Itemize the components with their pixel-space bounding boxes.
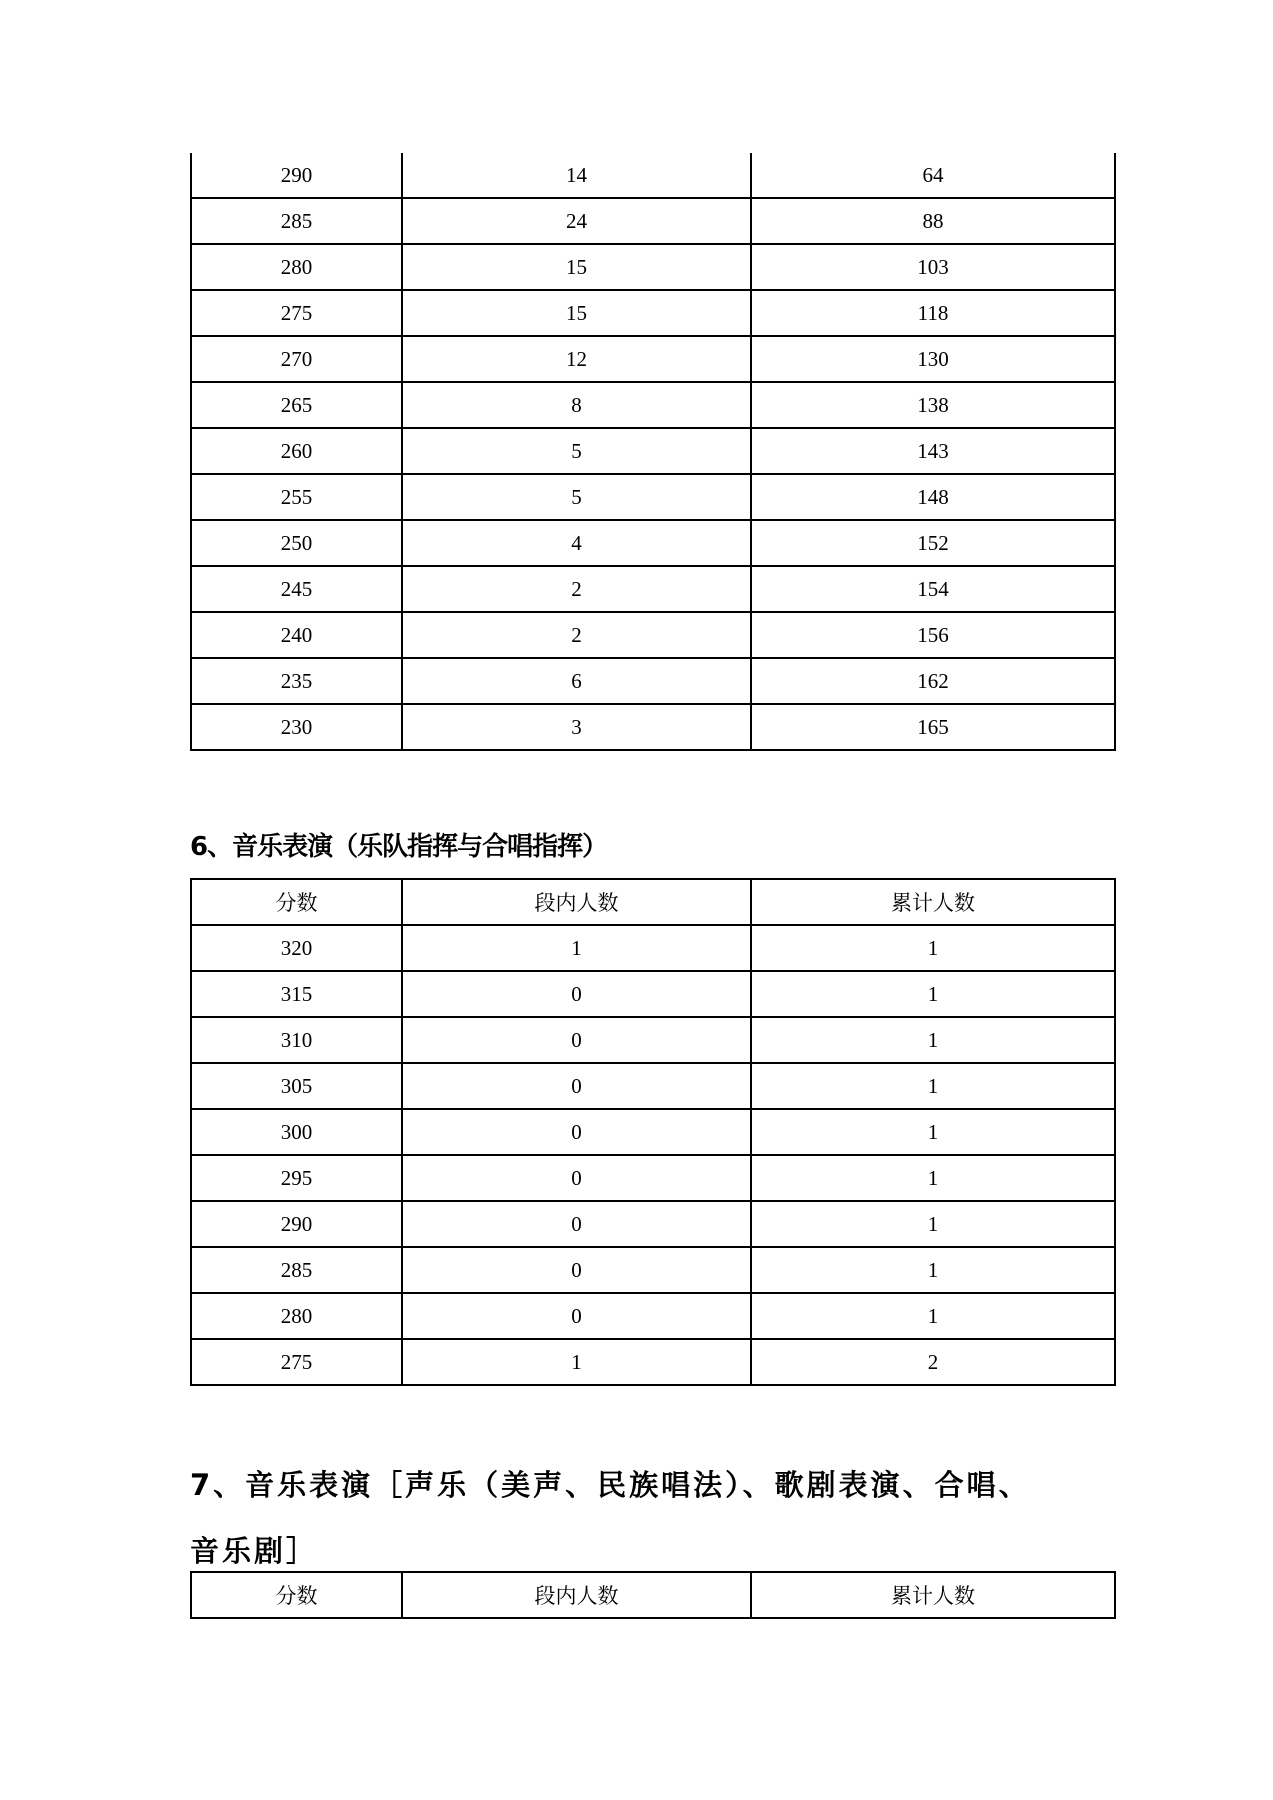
cell-score: 230	[191, 704, 402, 750]
cell-score: 240	[191, 612, 402, 658]
table-row	[191, 971, 1115, 1017]
cell-cumulative-count: 1	[751, 1017, 1115, 1063]
cell-segment-count: 12	[402, 336, 751, 382]
header-cumulative-count: 累计人数	[751, 879, 1115, 925]
cell-segment-count: 15	[402, 244, 751, 290]
cell-segment-count: 0	[402, 1017, 751, 1063]
cell-cumulative-count: 138	[751, 382, 1115, 428]
cell-segment-count: 6	[402, 658, 751, 704]
cell-score: 285	[191, 198, 402, 244]
cell-segment-count: 1	[402, 925, 751, 971]
header-score: 分数	[191, 1572, 402, 1618]
cell-score: 235	[191, 658, 402, 704]
cell-score: 290	[191, 153, 402, 198]
cell-cumulative-count: 162	[751, 658, 1115, 704]
table-row	[191, 336, 1115, 382]
cell-score: 305	[191, 1063, 402, 1109]
section-7-heading-line1: 7、音乐表演［声乐（美声、民族唱法）、歌剧表演、合唱、	[190, 1468, 1031, 1502]
table-header-row	[191, 879, 1115, 925]
cell-segment-count: 0	[402, 1155, 751, 1201]
table-row	[191, 1063, 1115, 1109]
cell-cumulative-count: 1	[751, 925, 1115, 971]
cell-cumulative-count: 156	[751, 612, 1115, 658]
cell-score: 285	[191, 1247, 402, 1293]
table-header-row	[191, 1572, 1115, 1618]
table-row	[191, 925, 1115, 971]
header-segment-count: 段内人数	[402, 879, 751, 925]
cell-cumulative-count: 165	[751, 704, 1115, 750]
cell-cumulative-count: 103	[751, 244, 1115, 290]
section-6-score-table	[190, 878, 1116, 1386]
table-row	[191, 1339, 1115, 1385]
table-row	[191, 566, 1115, 612]
cell-segment-count: 8	[402, 382, 751, 428]
cell-segment-count: 1	[402, 1339, 751, 1385]
table-row	[191, 428, 1115, 474]
cell-segment-count: 2	[402, 612, 751, 658]
cell-score: 260	[191, 428, 402, 474]
cell-cumulative-count: 1	[751, 1247, 1115, 1293]
cell-score: 255	[191, 474, 402, 520]
table-row	[191, 153, 1115, 198]
table-row	[191, 612, 1115, 658]
header-score: 分数	[191, 879, 402, 925]
section-7-heading	[190, 1452, 1130, 1584]
cell-score: 245	[191, 566, 402, 612]
table-row	[191, 704, 1115, 750]
cell-segment-count: 24	[402, 198, 751, 244]
cell-cumulative-count: 130	[751, 336, 1115, 382]
section-6-table-body	[191, 925, 1115, 1385]
table-row	[191, 520, 1115, 566]
table-row	[191, 1201, 1115, 1247]
cell-score: 320	[191, 925, 402, 971]
table-row	[191, 1293, 1115, 1339]
score-table-continued-body	[191, 153, 1115, 750]
cell-cumulative-count: 1	[751, 971, 1115, 1017]
cell-segment-count: 0	[402, 1109, 751, 1155]
cell-segment-count: 14	[402, 153, 751, 198]
cell-score: 270	[191, 336, 402, 382]
cell-cumulative-count: 88	[751, 198, 1115, 244]
cell-segment-count: 5	[402, 474, 751, 520]
table-row	[191, 1155, 1115, 1201]
table-row	[191, 1017, 1115, 1063]
score-table-continued	[190, 153, 1116, 751]
cell-score: 300	[191, 1109, 402, 1155]
cell-segment-count: 0	[402, 1201, 751, 1247]
header-cumulative-count: 累计人数	[751, 1572, 1115, 1618]
cell-segment-count: 4	[402, 520, 751, 566]
cell-score: 250	[191, 520, 402, 566]
table-row	[191, 1247, 1115, 1293]
cell-score: 315	[191, 971, 402, 1017]
cell-score: 275	[191, 290, 402, 336]
cell-cumulative-count: 64	[751, 153, 1115, 198]
cell-cumulative-count: 143	[751, 428, 1115, 474]
cell-segment-count: 0	[402, 971, 751, 1017]
table-row	[191, 244, 1115, 290]
table-row	[191, 198, 1115, 244]
cell-cumulative-count: 152	[751, 520, 1115, 566]
cell-score: 310	[191, 1017, 402, 1063]
cell-segment-count: 3	[402, 704, 751, 750]
cell-score: 275	[191, 1339, 402, 1385]
cell-cumulative-count: 2	[751, 1339, 1115, 1385]
cell-cumulative-count: 154	[751, 566, 1115, 612]
cell-segment-count: 0	[402, 1063, 751, 1109]
table-row	[191, 474, 1115, 520]
cell-cumulative-count: 118	[751, 290, 1115, 336]
cell-cumulative-count: 1	[751, 1063, 1115, 1109]
header-segment-count: 段内人数	[402, 1572, 751, 1618]
table-row	[191, 1109, 1115, 1155]
cell-score: 280	[191, 244, 402, 290]
table-row	[191, 658, 1115, 704]
cell-cumulative-count: 1	[751, 1109, 1115, 1155]
cell-segment-count: 5	[402, 428, 751, 474]
section-6-heading: 6、音乐表演（乐队指挥与合唱指挥）	[190, 832, 608, 862]
cell-segment-count: 0	[402, 1247, 751, 1293]
table-row	[191, 382, 1115, 428]
cell-cumulative-count: 1	[751, 1293, 1115, 1339]
cell-cumulative-count: 1	[751, 1155, 1115, 1201]
cell-cumulative-count: 148	[751, 474, 1115, 520]
table-row	[191, 290, 1115, 336]
cell-score: 280	[191, 1293, 402, 1339]
section-7-score-table	[190, 1571, 1116, 1619]
cell-score: 295	[191, 1155, 402, 1201]
cell-cumulative-count: 1	[751, 1201, 1115, 1247]
cell-segment-count: 15	[402, 290, 751, 336]
section-7-heading-line2: 音乐剧］	[190, 1534, 319, 1568]
cell-segment-count: 2	[402, 566, 751, 612]
cell-score: 290	[191, 1201, 402, 1247]
cell-score: 265	[191, 382, 402, 428]
cell-segment-count: 0	[402, 1293, 751, 1339]
